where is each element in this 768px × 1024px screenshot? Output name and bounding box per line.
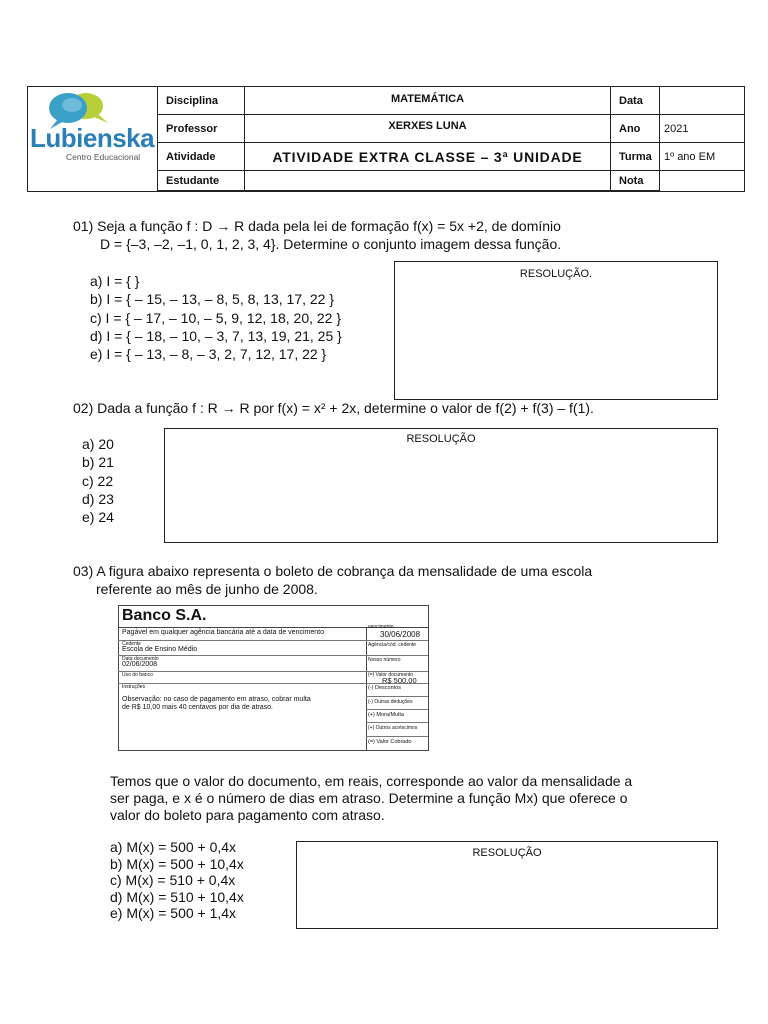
q3-option-d[interactable]: d) M(x) = 510 + 10,4x — [110, 888, 244, 905]
q2-option-d[interactable]: d) 23 — [82, 490, 114, 507]
turma-value: 1º ano EM — [660, 143, 744, 171]
boleto-descontos-label: (-) Descontos — [368, 685, 402, 691]
ano-label: Ano — [611, 115, 660, 143]
q3-resolution-box[interactable] — [296, 841, 718, 929]
nota-field[interactable] — [660, 171, 744, 191]
boleto-bank-name: Banco S.A. — [122, 607, 207, 624]
atividade-value: ATIVIDADE EXTRA CLASSE – 3ª UNIDADE — [245, 143, 611, 171]
q1-options — [90, 272, 342, 363]
logo-subtitle: Centro Educacional — [66, 152, 141, 162]
boleto-vencimento-value: 30/06/2008 — [380, 630, 421, 639]
q3-option-e[interactable]: e) M(x) = 500 + 1,4x — [110, 905, 237, 921]
q3-option-c[interactable]: c) M(x) = 510 + 0,4x — [110, 872, 236, 888]
boleto-outras-deducoes-label: (-) Outras deduções — [368, 699, 413, 705]
q2-resolution-label: RESOLUÇÃO — [406, 433, 476, 445]
disciplina-value: MATEMÁTICA — [245, 87, 611, 115]
boleto-outros-acrescimos-label: (+) Outros acréscimos — [368, 725, 418, 731]
boleto-valor-doc-label: (=) Valor documento — [368, 672, 414, 678]
school-logo — [28, 87, 158, 191]
q2-statement: 02) Dada a função f : R → R por f(x) = x² + 2x, determine o valor de f(2) + f(3) – f(1). — [73, 400, 594, 416]
q3-option-a[interactable]: a) M(x) = 500 + 0,4x — [110, 839, 237, 855]
boleto-vencimento-label: vencimento — [368, 624, 394, 630]
boleto-cedente-value: Escola de Ensino Médio — [122, 646, 198, 653]
q1-option-d[interactable]: d) I = { – 18, – 10, – 3, 7, 13, 19, 21, 25 } — [90, 327, 342, 344]
q3-statement-line1: 03) A figura abaixo representa o boleto de cobrança da mensalidade de uma escola — [73, 563, 593, 579]
q3-text-line2: ser paga, e x é o número de dias em atraso. Determine a função Mx) que oferece o — [110, 790, 628, 806]
logo-name: Lubienska — [30, 123, 155, 153]
ano-value: 2021 — [660, 115, 744, 143]
boleto-valor-cobrado-label: (=) Valor Cobrado — [368, 739, 412, 745]
estudante-label: Estudante — [158, 171, 245, 191]
data-field[interactable] — [660, 87, 744, 115]
disciplina-label: Disciplina — [158, 87, 245, 115]
q1-option-e[interactable]: e) I = { – 13, – 8, – 3, 2, 7, 12, 17, 22 } — [90, 346, 327, 363]
boleto-obs-line1: Observação: no caso de pagamento em atraso, cobrar multa — [122, 696, 311, 703]
q1-resolution-label: RESOLUÇÃO. — [519, 268, 593, 280]
q3-option-b[interactable]: b) M(x) = 500 + 10,4x — [110, 855, 244, 872]
q1-resolution-box[interactable] — [394, 261, 718, 400]
turma-label: Turma — [611, 143, 660, 171]
atividade-label: Atividade — [158, 143, 245, 171]
q3-statement-line2: referente ao mês de junho de 2008. — [96, 581, 318, 597]
estudante-field[interactable] — [245, 171, 611, 191]
q1-statement-line2: D = {–3, –2, –1, 0, 1, 2, 3, 4}. Determine o conjunto imagem dessa função. — [100, 236, 562, 252]
professor-label: Professor — [158, 115, 245, 143]
boleto-cedente-label: Cedente — [122, 641, 141, 647]
q2-option-c[interactable]: c) 22 — [82, 472, 114, 489]
q2-option-a[interactable]: a) 20 — [82, 436, 114, 452]
boleto-mora-label: (+) Mora/Multa — [368, 712, 404, 718]
boleto-figure — [118, 605, 429, 751]
q1-option-c[interactable]: c) I = { – 17, – 10, – 5, 9, 12, 18, 20, 22 } — [90, 309, 342, 326]
q2-options — [82, 435, 114, 526]
boleto-obs-line2: de R$ 10,00 mais 40 centavos por dia de atraso. — [122, 704, 273, 711]
professor-value: XERXES LUNA — [245, 115, 611, 143]
boleto-uso-banco-label: Uso do banco — [122, 672, 153, 678]
q1-option-a[interactable]: a) I = { } — [90, 273, 140, 289]
header-table — [27, 86, 745, 192]
q2-option-e[interactable]: e) 24 — [82, 509, 114, 526]
nota-label: Nota — [611, 171, 660, 191]
q2-option-b[interactable]: b) 21 — [82, 454, 114, 471]
q3-resolution-label: RESOLUÇÃO — [472, 847, 542, 859]
boleto-pagavel: Pagável em qualquer agência bancária até a data de vencimento — [122, 629, 324, 636]
q3-text-line3: valor do boleto para pagamento com atraso. — [110, 807, 385, 823]
data-label: Data — [611, 87, 660, 115]
boleto-valor-doc-value: R$ 500,00 — [382, 676, 417, 685]
q2-resolution-box[interactable] — [164, 428, 718, 543]
boleto-data-doc-label: Data documento — [122, 656, 159, 662]
q1-option-b[interactable]: b) I = { – 15, – 13, – 8, 5, 8, 13, 17, 22 } — [90, 291, 335, 308]
boleto-nosso-numero-label: Nosso número — [368, 657, 401, 663]
q1-statement-line1: 01) Seja a função f : D → R dada pela lei de formação f(x) = 5x +2, de domínio — [73, 218, 561, 234]
boleto-agencia-label: Agência/cód. cedente — [368, 642, 417, 648]
boleto-instrucoes-label: Instruções — [122, 684, 146, 690]
boleto-data-doc-value: 02/06/2008 — [122, 661, 158, 668]
q3-text-line1: Temos que o valor do documento, em reais, corresponde ao valor da mensalidade a — [110, 773, 633, 789]
q3-options — [110, 839, 244, 922]
